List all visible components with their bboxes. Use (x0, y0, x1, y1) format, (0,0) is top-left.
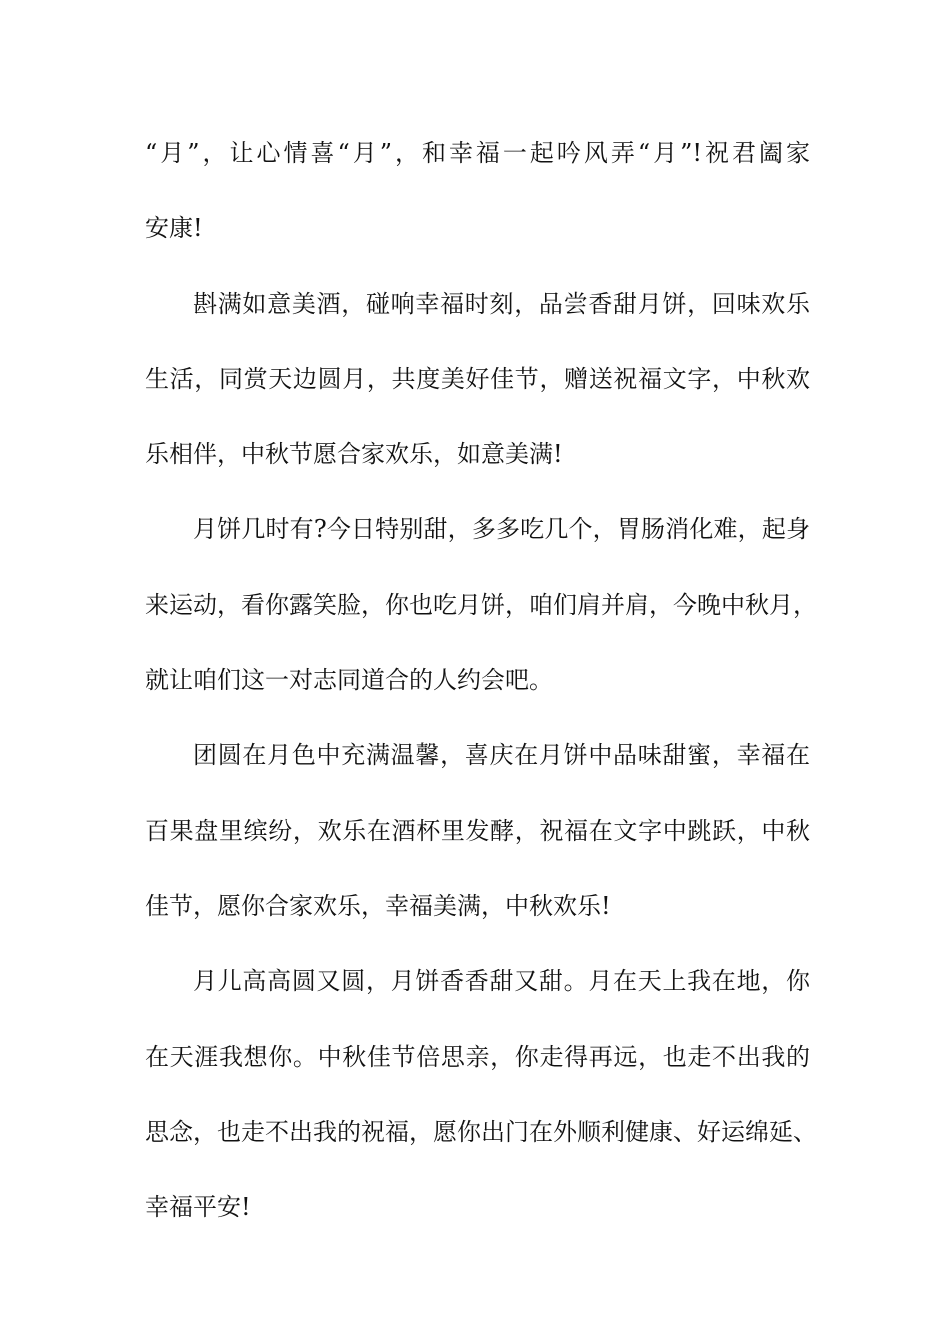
text-line: 百果盘里缤纷，欢乐在酒杯里发酵，祝福在文字中跳跃，中秋 (145, 816, 810, 845)
text-line: 安康! (145, 214, 203, 243)
text-line: 斟满如意美酒，碰响幸福时刻，品尝香甜月饼，回味欢乐 (193, 289, 810, 318)
text-line: “月”，让心情喜“月”，和幸福一起吟风弄“月”!祝君阖家 (145, 139, 810, 167)
text-line: 生活，同赏天边圆月，共度美好佳节，赠送祝福文字，中秋欢 (145, 364, 810, 393)
text-line: 来运动，看你露笑脸，你也吃月饼，咱们肩并肩，今晚中秋月， (145, 590, 817, 619)
text-line: 就让咱们这一对志同道合的人约会吧。 (145, 666, 553, 695)
text-line: 月儿高高圆又圆，月饼香香甜又甜。月在天上我在地，你 (193, 967, 810, 996)
text-line: 幸福平安! (145, 1193, 251, 1222)
text-line: 思念，也走不出我的祝福，愿你出门在外顺利健康、好运绵延、 (145, 1117, 817, 1146)
document-body (145, 128, 817, 1257)
text-line: 乐相伴，中秋节愿合家欢乐，如意美满! (145, 440, 563, 469)
text-line: 佳节，愿你合家欢乐，幸福美满，中秋欢乐! (145, 891, 611, 920)
text-line: 在天涯我想你。中秋佳节倍思亲，你走得再远，也走不出我的 (145, 1042, 810, 1071)
text-line: 团圆在月色中充满温馨，喜庆在月饼中品味甜蜜，幸福在 (193, 741, 810, 770)
text-line: 月饼几时有?今日特别甜，多多吃几个，胃肠消化难，起身 (193, 515, 810, 544)
